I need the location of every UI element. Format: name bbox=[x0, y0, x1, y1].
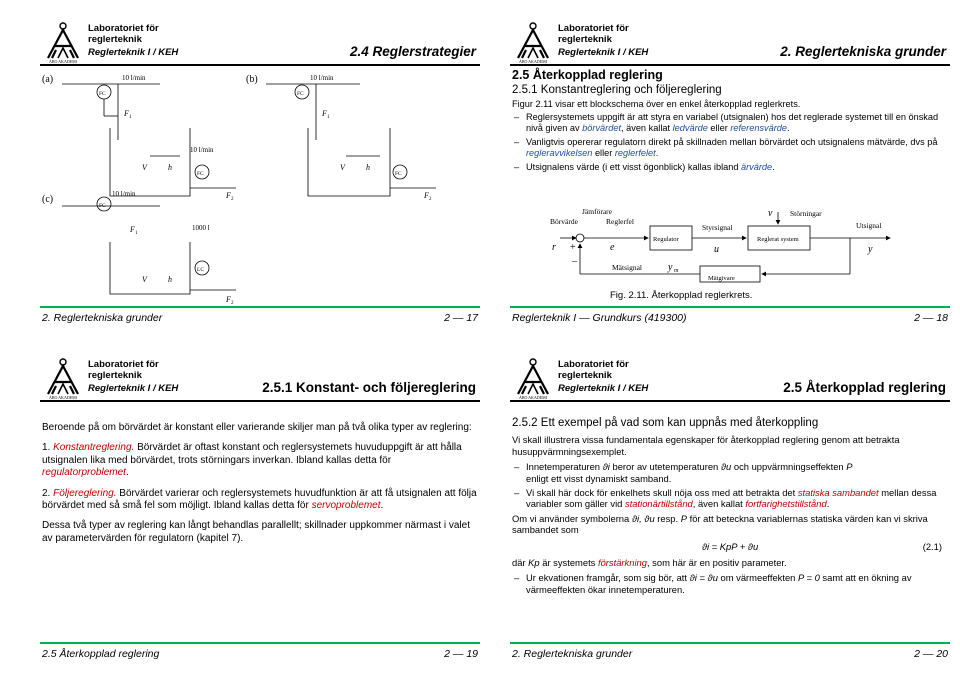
slide-konstant-foljereglering bbox=[40, 356, 480, 676]
bullet-3: – Utsignalens värde (i ett visst ögonblick) kallas ibland ärvärde. bbox=[512, 162, 948, 173]
bullet-2: – Vanligtvis opererar regulatorn direkt på skillnaden mellan börvärdet och utsignalens mätvärde, dvs på regleravvikelsen eller reglerfelet. bbox=[512, 137, 948, 159]
svg-text:Mätsignal: Mätsignal bbox=[612, 263, 642, 272]
slide-header bbox=[510, 356, 950, 402]
section-heading: 2.5 Återkopplad reglering bbox=[512, 68, 663, 82]
footer-page: 2 — 17 bbox=[444, 312, 478, 324]
svg-text:Reglerat system: Reglerat system bbox=[757, 236, 799, 243]
svg-text:2: 2 bbox=[231, 301, 234, 304]
slide-title: 2.5.1 Konstant- och följereglering bbox=[262, 380, 476, 395]
svg-text:FC: FC bbox=[197, 171, 204, 177]
bullet-1: – Innetemperaturen ϑi beror av utetemperaturen ϑu och uppvärmningseffekten P enligt ett visst dynamiskt samband. bbox=[512, 461, 948, 484]
bullet-1: – Reglersystemets uppgift är att styra en variabel (utsignalen) hos det reglerade systemet till en önskad nivå given av börvärdet, även kallat ledvärde eller referensvärde. bbox=[512, 112, 948, 134]
gain-text: där Kp är systemets förstärkning, som här är en positiv parameter. bbox=[512, 557, 787, 569]
tank-a bbox=[110, 128, 190, 196]
svg-text:V: V bbox=[142, 163, 147, 172]
svg-text:m: m bbox=[674, 268, 679, 274]
header-rule bbox=[40, 400, 480, 402]
label-a: (a) bbox=[42, 74, 54, 85]
svg-text:FC: FC bbox=[395, 171, 402, 177]
header-rule bbox=[510, 64, 950, 66]
summing-junction bbox=[576, 234, 584, 242]
svg-text:1: 1 bbox=[129, 115, 132, 120]
slide-header bbox=[40, 20, 480, 66]
abo-akademi-logo-icon bbox=[514, 358, 552, 400]
label-b: (b) bbox=[246, 74, 258, 85]
svg-text:LC: LC bbox=[197, 267, 205, 273]
svg-text:10 l/min: 10 l/min bbox=[190, 146, 214, 154]
svg-text:+: + bbox=[570, 242, 576, 253]
footer-left: 2.5 Återkopplad reglering bbox=[42, 648, 160, 660]
lab-name: Laboratoriet för reglerteknik bbox=[558, 359, 629, 381]
block-diagram bbox=[550, 208, 910, 290]
footer-rule bbox=[510, 306, 950, 308]
slide-body bbox=[512, 70, 948, 176]
slide-header bbox=[40, 356, 480, 402]
svg-text:h: h bbox=[366, 163, 370, 172]
slide-exempel-aterkoppling bbox=[510, 356, 950, 676]
svg-text:Utsignal: Utsignal bbox=[856, 221, 882, 230]
svg-text:1: 1 bbox=[135, 231, 138, 236]
intro-text: Vi skall illustrera vissa fundamentala egenskaper för återkopplad reglering genom att betrakta husuppvärmningsexemplet. bbox=[512, 434, 900, 457]
slide-title: 2.4 Reglerstrategier bbox=[349, 44, 476, 59]
svg-text:F: F bbox=[424, 191, 429, 200]
svg-text:10 l/min: 10 l/min bbox=[310, 74, 334, 82]
symbols-text: Om vi använder symbolerna ϑi, ϑu resp. P för att beteckna variablernas statiska värden kan vi skriva sambandet som bbox=[512, 512, 928, 536]
svg-text:h: h bbox=[168, 163, 172, 172]
svg-text:F: F bbox=[322, 109, 327, 118]
svg-text:10 l/min: 10 l/min bbox=[122, 74, 146, 82]
svg-text:v: v bbox=[768, 208, 773, 219]
header-rule bbox=[510, 400, 950, 402]
course-name: Reglerteknik I / KEH bbox=[88, 383, 179, 394]
lab-name: Laboratoriet för reglerteknik bbox=[88, 359, 159, 381]
svg-text:r: r bbox=[552, 242, 556, 253]
svg-text:ÅBO AKADEMI: ÅBO AKADEMI bbox=[48, 395, 78, 400]
item-foljereglering: 2. Följereglering. Börvärdet varierar och reglersystemets huvudfunktion är att få utsignalen att följa börvärdet med så små fel som möjligt. Ibland kallas detta för servoproblemet. bbox=[42, 487, 477, 512]
tank-c bbox=[110, 242, 190, 294]
slide-aterkopplad-reglering bbox=[510, 20, 950, 340]
svg-text:Regulator: Regulator bbox=[653, 236, 679, 243]
control-strategy-diagrams bbox=[40, 68, 480, 304]
abo-akademi-logo-icon bbox=[44, 358, 82, 400]
svg-text:V: V bbox=[340, 163, 345, 172]
slide-title: 2.5 Återkopplad reglering bbox=[783, 380, 946, 395]
footer-left: Reglerteknik I — Grundkurs (419300) bbox=[512, 312, 687, 324]
svg-text:2: 2 bbox=[231, 197, 234, 202]
svg-text:FC: FC bbox=[99, 203, 106, 209]
svg-text:1000 l: 1000 l bbox=[192, 224, 210, 232]
svg-text:1: 1 bbox=[327, 115, 330, 120]
slide-reglerstrategier bbox=[40, 20, 480, 340]
slide-body bbox=[42, 422, 478, 549]
abo-akademi-logo-icon bbox=[514, 22, 552, 64]
lab-name: Laboratoriet för reglerteknik bbox=[558, 23, 629, 45]
svg-text:y: y bbox=[668, 262, 673, 273]
header-rule bbox=[40, 64, 480, 66]
tank-b bbox=[308, 128, 390, 196]
svg-text:h: h bbox=[168, 275, 172, 284]
footer-rule bbox=[40, 306, 480, 308]
footer-rule bbox=[510, 642, 950, 644]
abo-akademi-logo-icon bbox=[44, 22, 82, 64]
svg-text:Reglerfel: Reglerfel bbox=[606, 217, 634, 226]
svg-text:e: e bbox=[610, 242, 615, 253]
svg-text:F: F bbox=[130, 225, 135, 234]
svg-text:V: V bbox=[142, 275, 147, 284]
course-name: Reglerteknik I / KEH bbox=[558, 383, 649, 394]
footer-page: 2 — 18 bbox=[914, 312, 948, 324]
closing-text: Dessa två typer av reglering kan långt behandlas parallellt; skillnader uppkommer närmast i valet av parametervärden för regulatorn (kapitel 7). bbox=[42, 520, 470, 544]
footer-page: 2 — 20 bbox=[914, 648, 948, 660]
bullet-2: – Vi skall här dock för enkelhets skull nöja oss med att betrakta det statiska sambandet mellan dessa variabler som gäller vid stationärtillstånd, även kallat fortfarighetstillstånd. bbox=[512, 487, 948, 510]
intro-text: Figur 2.11 visar ett blockschema över en enkel återkopplad reglerkrets. bbox=[512, 99, 801, 110]
footer-left: 2. Reglertekniska grunder bbox=[512, 648, 633, 660]
svg-text:–: – bbox=[572, 256, 577, 267]
equation-2-1: ϑi = KpP + ϑu (2.1) bbox=[701, 540, 942, 552]
svg-text:ÅBO AKADEMI: ÅBO AKADEMI bbox=[48, 59, 78, 64]
course-name: Reglerteknik I / KEH bbox=[558, 47, 649, 58]
svg-text:Börvärde: Börvärde bbox=[550, 217, 578, 226]
svg-text:FC: FC bbox=[297, 91, 304, 97]
intro-text: Beroende på om börvärdet är konstant eller varierande skiljer man på två olika typer av reglering: bbox=[42, 422, 472, 433]
svg-text:F: F bbox=[226, 191, 231, 200]
subsection-heading: 2.5.1 Konstantreglering och följereglering bbox=[512, 83, 722, 96]
slide-title: 2. Reglertekniska grunder bbox=[780, 44, 946, 59]
slide-body bbox=[512, 418, 948, 598]
svg-text:Mätgivare: Mätgivare bbox=[708, 275, 735, 282]
footer-left: 2. Reglertekniska grunder bbox=[42, 312, 163, 324]
footer-rule bbox=[40, 642, 480, 644]
svg-text:Störningar: Störningar bbox=[790, 209, 822, 218]
svg-text:F: F bbox=[226, 295, 231, 304]
svg-text:ÅBO AKADEMI: ÅBO AKADEMI bbox=[518, 59, 548, 64]
lab-name: Laboratoriet för reglerteknik bbox=[88, 23, 159, 45]
svg-text:10 l/min: 10 l/min bbox=[112, 190, 136, 198]
svg-text:Jämförare: Jämförare bbox=[582, 208, 612, 216]
label-c: (c) bbox=[42, 194, 54, 205]
svg-text:Styrsignal: Styrsignal bbox=[702, 223, 733, 232]
course-name: Reglerteknik I / KEH bbox=[88, 47, 179, 58]
svg-text:y: y bbox=[868, 244, 873, 255]
bullet-3: – Ur ekvationen framgår, som sig bör, att ϑi = ϑu om värmeeffekten P = 0 samt att en ökning av värmeeffekten ökar innetemperaturen. bbox=[512, 572, 948, 595]
svg-text:2: 2 bbox=[429, 197, 432, 202]
svg-text:F: F bbox=[124, 109, 129, 118]
item-konstantreglering: 1. Konstantreglering. Börvärdet är oftast konstant och reglersystemets huvuduppgift är att hålla utsignalen lika med börvärdet, trots störningars inverkan. Ibland kallas detta för regulatorproblemet. bbox=[42, 442, 462, 479]
svg-text:ÅBO AKADEMI: ÅBO AKADEMI bbox=[518, 395, 548, 400]
section-heading: 2.5.2 Ett exempel på vad som kan uppnås med återkoppling bbox=[512, 417, 819, 429]
svg-text:FC: FC bbox=[99, 91, 106, 97]
footer-page: 2 — 19 bbox=[444, 648, 478, 660]
slide-header bbox=[510, 20, 950, 66]
figure-caption: Fig. 2.11. Återkopplad reglerkrets. bbox=[610, 290, 753, 301]
svg-text:u: u bbox=[714, 244, 719, 255]
